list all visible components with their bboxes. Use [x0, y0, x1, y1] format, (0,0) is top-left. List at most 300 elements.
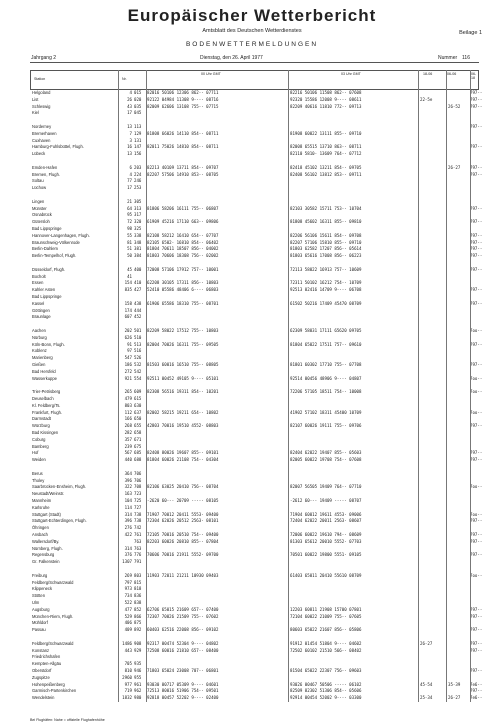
cell-nr: 72: [127, 219, 132, 225]
cell-nr: 376: [124, 552, 132, 558]
cell-d1: 81804 70611 18507 856-- 04002: [147, 246, 219, 252]
cell-nr: 921: [124, 375, 132, 381]
column-divider: [288, 70, 289, 702]
cell-id: 156: [134, 151, 142, 157]
table-row: [30, 457, 483, 463]
cell-id: 348: [134, 239, 142, 245]
table-row: [30, 158, 479, 164]
table-row: [30, 205, 483, 212]
table-row: [30, 375, 483, 382]
cell-nr: 314: [124, 511, 132, 517]
cell-d2: 82103 30582 15711 753-- 10704: [290, 205, 362, 211]
cell-d2: 92513 02416 14709 9---- 06708: [290, 287, 362, 293]
cell-id: 892: [134, 627, 142, 633]
cell-tail: 7e6--: [470, 681, 483, 687]
cell-st: Bad Lippspringe: [32, 294, 62, 299]
cell-id: 410: [134, 280, 142, 286]
cell-r2: 26-52: [448, 103, 461, 109]
table-row: [30, 341, 483, 348]
cell-d2: 72502 60102 21510 566-- 08402: [290, 647, 362, 653]
cell-id: 688: [134, 457, 142, 463]
nummer-value: 116: [462, 55, 470, 61]
cell-tail: 797--: [470, 538, 483, 544]
table-row: [30, 593, 479, 599]
cell-d2: 92914 00454 52002 9---- 03300: [290, 695, 362, 701]
cell-id: 510: [134, 334, 142, 340]
table-row: [30, 328, 483, 334]
cell-tail: 797--: [470, 219, 483, 225]
table-row: [30, 266, 483, 273]
cell-id: 131: [134, 137, 142, 143]
cell-tail: 797--: [470, 362, 483, 367]
table-row: [30, 253, 483, 259]
cell-nr: 26: [127, 96, 132, 102]
cell-nr: 17: [127, 185, 132, 191]
cell-r1: 25-34: [420, 695, 433, 701]
cell-d2: 82408 56102 13812 853-- 09711: [290, 171, 362, 177]
col-station: Station: [34, 77, 46, 81]
cell-tail: 797--: [470, 266, 483, 272]
cell-st: Augsburg: [32, 606, 50, 612]
cell-tail: 797--: [470, 103, 483, 109]
cell-id: 338: [134, 232, 142, 238]
cell-id: 723: [134, 491, 142, 497]
cell-nr: 440: [124, 457, 132, 463]
cell-id: 838: [134, 600, 142, 605]
cell-nr: 396: [124, 518, 132, 524]
cell-st: Emden-Hafen: [32, 164, 58, 170]
cell-nr: 98: [127, 226, 132, 231]
table-row: [30, 96, 483, 103]
cell-id: 452: [134, 314, 142, 320]
cell-id: 532: [134, 362, 142, 367]
section-title: BODENWETTERMELDUNGEN: [185, 41, 319, 48]
cell-id: 658: [134, 430, 142, 435]
cell-id: 526: [134, 355, 142, 361]
cell-st: Klippeneck: [32, 586, 53, 592]
cell-st: Hannover-Langenhagen, Flugh.: [32, 232, 90, 238]
cell-nr: 13: [127, 124, 132, 129]
cell-st: Bamberg: [32, 443, 49, 449]
cell-nr: 734: [124, 593, 132, 599]
table-row: [30, 382, 479, 388]
cell-nr: 522: [124, 600, 132, 605]
cell-d2: 72104 60022 21009 755-- 07605: [290, 613, 362, 619]
cell-d1: 72008 57106 17912 757-- 10001: [147, 266, 219, 272]
cell-nr: 276: [124, 525, 132, 531]
cell-id: 671: [134, 436, 142, 442]
cell-st: Neustadt/Weinstr.: [32, 491, 65, 497]
cell-st: Mühldorf: [32, 620, 48, 626]
cell-id: 763: [134, 538, 142, 544]
table-row: [30, 219, 483, 225]
table-row: [30, 416, 479, 422]
table-row: [30, 559, 479, 565]
cell-d1: 82207 57506 14910 853-- 08705: [147, 171, 219, 177]
table-row: [30, 572, 483, 579]
cell-st: Tholey: [32, 477, 45, 483]
cell-d1: 92818 00457 52202 9---- 02400: [147, 695, 219, 701]
cell-nr: 282: [124, 430, 132, 435]
table-row: [30, 131, 479, 137]
cell-st: Bocholt: [32, 273, 46, 279]
cell-st: Köln-Bonn, Flugh.: [32, 341, 65, 347]
cell-id: 325: [134, 226, 142, 231]
table-row: [30, 348, 479, 354]
cell-tail: 797--: [470, 205, 483, 211]
cell-id: 650: [134, 416, 142, 422]
cell-nr: 1486: [122, 640, 132, 646]
cell-nr: 977: [124, 681, 132, 687]
cell-nr: 51: [127, 246, 132, 252]
cell-id: 554: [134, 375, 142, 381]
cell-nr: 547: [124, 355, 132, 361]
cell-d2: 72404 62022 20011 2563- 08607: [290, 518, 362, 524]
cell-tail: 7oo--: [470, 572, 483, 578]
cell-id: 980: [134, 695, 142, 701]
cell-id: 305: [134, 198, 142, 204]
table-row: [30, 600, 479, 606]
cell-nr: 64: [127, 205, 132, 211]
cell-id: 908: [134, 640, 142, 646]
table-row: [30, 634, 479, 640]
cell-d1: 71907 70012 20411 5553- 09400: [147, 511, 219, 517]
cell-id: 791: [134, 559, 142, 565]
table-row: [30, 478, 479, 484]
cell-st: Berlin-Dahlem: [32, 246, 58, 252]
cell-st: Gr. Falkenstein: [32, 559, 60, 565]
cell-d2: 82107 60026 19111 755-- 09706: [290, 423, 362, 429]
cell-d1: 60403 62516 22008 856-- 09102: [147, 627, 219, 633]
cell-d2: 12203 60811 21908 15700 07801: [290, 606, 362, 612]
cell-d2: 61403 65011 20410 55610 08709: [290, 572, 362, 578]
cell-d1: 92122 04984 11308 9---- 08716: [147, 96, 219, 102]
cell-nr: 97: [127, 348, 132, 354]
cell-st: Lüchow: [32, 185, 47, 191]
table-row: [30, 464, 479, 470]
cell-nr: 2960: [122, 674, 132, 680]
cell-nr: 705: [124, 661, 132, 667]
cell-d2: 92320 15586 12008 9---- 08611: [290, 96, 362, 102]
cell-st: Würzburg: [32, 423, 50, 429]
cell-st: Braunschweig-Völkenrode: [32, 239, 80, 245]
cell-nr: 797: [124, 579, 132, 585]
table-row: [30, 369, 479, 375]
cell-nr: 314: [124, 545, 132, 551]
cell-nr: 1307: [122, 559, 132, 565]
table-row: [30, 294, 479, 300]
cell-id: 946: [134, 668, 142, 673]
table-row: [30, 688, 483, 694]
cell-st: Berus: [32, 470, 43, 476]
cell-d2: 82007 56505 19409 764-- 07710: [290, 484, 362, 490]
cell-d2: 80603 65022 21607 856-- 05806: [290, 627, 362, 633]
cell-id: 015: [134, 90, 142, 95]
cell-st: Essen: [32, 280, 44, 286]
cell-nr: 479: [124, 396, 132, 401]
cell-st: Trier-Petrisberg: [32, 389, 61, 395]
cell-d2: 82509 82302 51306 854-- 05606: [290, 688, 362, 694]
cell-nr: 114: [124, 504, 132, 510]
cell-id: 427: [134, 287, 142, 293]
cell-nr: 269: [124, 572, 132, 578]
cell-id: 706: [134, 470, 142, 476]
cell-st: Nürnberg, Flugh.: [32, 545, 63, 551]
cell-d1: 70606 70016 21911 5552- 09700: [147, 552, 219, 558]
table-row: [30, 321, 479, 327]
cell-st: Schleswig: [32, 103, 51, 109]
cell-tail: 797--: [470, 341, 483, 347]
cell-r1: 22-5e: [420, 96, 433, 102]
cell-tail: 797--: [470, 124, 483, 129]
table-row: [30, 532, 483, 538]
cell-r2: 26-27: [448, 695, 461, 701]
cell-d1: 62208 30105 17311 856-- 10803: [147, 280, 219, 286]
table-row: [30, 185, 479, 191]
cell-d2: 61502 50216 17409 45470 08709: [290, 300, 362, 306]
table-row: [30, 546, 479, 552]
cell-d1: 92317 00474 52304 9---- 04802: [147, 640, 219, 646]
cell-d2: 71904 60012 19611 4553- 09006: [290, 511, 362, 517]
cell-st: Bad Lippspringe: [32, 226, 62, 231]
cell-nr: 529: [124, 613, 132, 619]
cell-id: 045: [134, 110, 142, 116]
cell-d1: 81803 70606 18308 756-- 02002: [147, 253, 219, 259]
table-row: [30, 226, 479, 232]
cell-id: 738: [134, 518, 142, 524]
table-row: [30, 124, 483, 130]
cell-tail: 7oo--: [470, 328, 483, 333]
table-row: [30, 423, 483, 429]
column-divider: [446, 70, 447, 702]
cell-nr: 17: [127, 110, 132, 116]
cell-d1: 82105 6502- 16810 854-- 06402: [147, 239, 219, 245]
cell-nr: 104: [124, 498, 132, 503]
cell-nr: 1832: [122, 695, 132, 701]
cell-d1: 61909 45216 17110 663-- 09806: [147, 219, 219, 225]
cell-id: 852: [134, 606, 142, 612]
cell-id: 738: [134, 511, 142, 517]
cell-id: 961: [134, 681, 142, 687]
cell-st: Öhringen: [32, 525, 49, 531]
table-row: [30, 335, 479, 341]
cell-id: 685: [134, 450, 142, 456]
cell-st: Lübeck: [32, 151, 46, 157]
cell-st: Garmisch-Partenkirchen: [32, 688, 77, 694]
table-row: [30, 409, 483, 416]
cell-d2: 72113 58022 16913 757-- 10609: [290, 266, 362, 272]
cell-nr: 91: [127, 341, 132, 347]
cell-id: 935: [134, 661, 142, 667]
table-row: [30, 538, 483, 545]
cell-nr: 443: [124, 647, 132, 653]
cell-d1: 92511 00452 49105 9---- 05101: [147, 375, 219, 381]
cell-id: 742: [134, 525, 142, 531]
cell-d1: 81808 66026 14110 854-- 08711: [147, 130, 219, 136]
cell-st: Konstanz: [32, 647, 50, 653]
cell-d1: 82004 70026 16311 755-- 09505: [147, 341, 219, 347]
cell-nr: 186: [124, 362, 132, 367]
column-divider: [470, 70, 471, 702]
cell-id: 875: [134, 620, 142, 626]
cell-nr: 803: [124, 402, 132, 408]
table-row: [30, 430, 479, 436]
column-divider: [146, 70, 147, 702]
cell-st: Aachen: [32, 328, 46, 333]
cell-d1: 42803 70016 19510 4552- 08803: [147, 423, 219, 429]
cell-st: Norderney: [32, 124, 52, 129]
cell-nr: 4: [129, 90, 132, 95]
cell-d1: 93030 00717 05309 9---- 04601: [147, 681, 219, 687]
cell-tail: 797--: [470, 613, 483, 619]
cell-id: 384: [134, 253, 142, 259]
cell-d1: 71803 65024 23008 707-- 06801: [147, 668, 219, 673]
cell-nr: 158: [124, 300, 132, 306]
cell-id: 113: [134, 124, 142, 129]
cell-d2: 81303 65612 20010 5552- 07703: [290, 538, 362, 544]
cell-tail: 797--: [470, 287, 483, 293]
cell-r1: 26-27: [420, 640, 433, 646]
col-c1: 18-06: [423, 72, 433, 76]
cell-st: Wasserkuppe: [32, 375, 57, 381]
cell-nr: 357: [124, 436, 132, 442]
cell-d2: 82206 56106 15611 854-- 09708: [290, 232, 362, 238]
cell-tail: 797--: [470, 668, 483, 673]
cell-st: Ansbach: [32, 532, 48, 537]
cell-d2: 92514 00456 48906 9---- 04807: [290, 375, 362, 381]
column-divider: [118, 70, 119, 702]
table-row: [30, 627, 483, 633]
cell-st: Hamburg-Fuhlsbüttel, Flugh.: [32, 144, 84, 150]
cell-nr: 626: [124, 334, 132, 340]
cell-nr: 3: [129, 137, 132, 143]
cell-id: 400: [134, 266, 142, 272]
cell-d2: 82418 45102 13211 854-- 09705: [290, 164, 362, 170]
table-row: [30, 362, 483, 368]
cell-d1: 11903 72011 21211 10930 09403: [147, 572, 219, 578]
cell-d1: 82002 58215 19211 654-- 10802: [147, 409, 219, 415]
cell-nr: 607: [124, 314, 132, 320]
table-row: [30, 212, 479, 218]
cell-st: Nürburg: [32, 334, 47, 340]
cell-d1: 61906 65586 18310 755-- 08701: [147, 300, 219, 306]
cell-st: Bremerhaven: [32, 130, 57, 136]
cell-tail: 7oo--: [470, 484, 483, 490]
cell-d2: 81504 65022 22307 756-- 09603: [290, 668, 362, 673]
table-row: [30, 232, 483, 239]
cell-st: Kahler Asten: [32, 287, 56, 293]
table-row: [30, 178, 479, 184]
cell-nr: 409: [124, 627, 132, 633]
column-divider: [418, 70, 419, 702]
cell-d1: 82011 75026 14810 854-- 08711: [147, 144, 219, 150]
cell-nr: 202: [124, 328, 132, 333]
cell-d2: 81808 45602 16311 855-- 09810: [290, 219, 362, 225]
table-row: [30, 396, 479, 402]
cell-id: 630: [134, 402, 142, 408]
table-row: [30, 552, 483, 558]
cell-nr: 7: [129, 130, 132, 136]
cell-st: Feldberg/Schwarzwald: [32, 640, 74, 646]
cell-tail: 797--: [470, 300, 483, 306]
cell-id: 224: [134, 171, 142, 177]
cell-d2: 72206 57105 18511 754-- 10008: [290, 389, 362, 395]
cell-tail: 797--: [470, 640, 483, 646]
cell-d1: 81806 58206 16111 755-- 06807: [147, 205, 219, 211]
cell-nr: 21: [127, 198, 132, 204]
cell-nr: 6: [129, 164, 132, 170]
col-time1: 00 Uhr GMT: [201, 72, 221, 76]
cell-d2: 82404 62022 19407 855-- 05603: [290, 450, 362, 456]
cell-id: 708: [134, 484, 142, 490]
cell-tail: 797--: [470, 450, 483, 456]
cell-tail: 7e6--: [470, 695, 483, 701]
cell-d1: 72508 60016 21810 657-- 08400: [147, 647, 219, 653]
cell-nr: 4: [129, 171, 132, 177]
table-header: [30, 70, 479, 90]
cell-st: Kassel: [32, 300, 45, 306]
col-c2: 06-06: [447, 72, 457, 76]
table-row: [30, 403, 479, 409]
cell-nr: 567: [124, 450, 132, 456]
cell-id: 035: [134, 103, 142, 109]
cell-nr: 835: [124, 287, 132, 293]
cell-st: Oberstdorf: [32, 668, 52, 673]
table-row: [30, 287, 483, 293]
table-row: [30, 640, 483, 647]
table-row: [30, 199, 479, 205]
cell-nr: 174: [124, 307, 132, 313]
cell-nr: 422: [124, 532, 132, 537]
cell-d2: 91912 01454 51804 9---- 04602: [290, 640, 362, 646]
cell-nr: 43: [127, 103, 132, 109]
cell-tail: 797--: [470, 164, 483, 170]
cell-st: München-Riem, Flugh.: [32, 613, 74, 619]
cell-id: 444: [134, 307, 142, 313]
cell-id: 501: [134, 328, 142, 333]
cell-d2: 62309 58031 17111 65620 09705: [290, 328, 362, 333]
cell-st: Friedrichshafen: [32, 654, 61, 660]
cell-st: Coburg: [32, 436, 46, 442]
cell-d1: 82209 58022 17512 755-- 10803: [147, 328, 219, 333]
col-time2: 03 Uhr GMT: [341, 72, 361, 76]
cell-st: Deuselbach: [32, 396, 54, 401]
cell-nr: 406: [124, 620, 132, 626]
cell-st: Passau: [32, 627, 46, 633]
cell-st: Hof: [32, 450, 39, 456]
cell-id: 836: [134, 593, 142, 599]
cell-d2: 72311 50102 16212 754-- 10709: [290, 280, 362, 286]
cell-tail: 797--: [470, 232, 483, 238]
cell-tail: 7oo--: [470, 409, 483, 415]
cell-id: 203: [134, 164, 142, 170]
cell-st: Regensburg: [32, 552, 55, 558]
cell-id: 763: [134, 545, 142, 551]
cell-st: List: [32, 96, 39, 102]
table-row: [30, 274, 479, 280]
cell-d2: 82209 40616 11810 772-- 09713: [290, 103, 362, 109]
cell-d1: 81804 60026 21108 754-- 04304: [147, 457, 219, 463]
cell-nr: 477: [124, 606, 132, 612]
cell-tail: 797--: [470, 239, 483, 245]
cell-st: Darmstadt: [32, 416, 51, 422]
cell-st: Zugspitze: [32, 674, 50, 680]
cell-d2: 82110 5810- 13609 764-- 07712: [290, 151, 362, 157]
beilage-label: Beilage 1: [459, 30, 482, 36]
cell-tail: 797--: [470, 688, 483, 694]
cell-d1: 72307 70026 21509 755-- 07602: [147, 613, 219, 619]
cell-d1: 82213 40109 13711 854-- 09707: [147, 164, 219, 170]
